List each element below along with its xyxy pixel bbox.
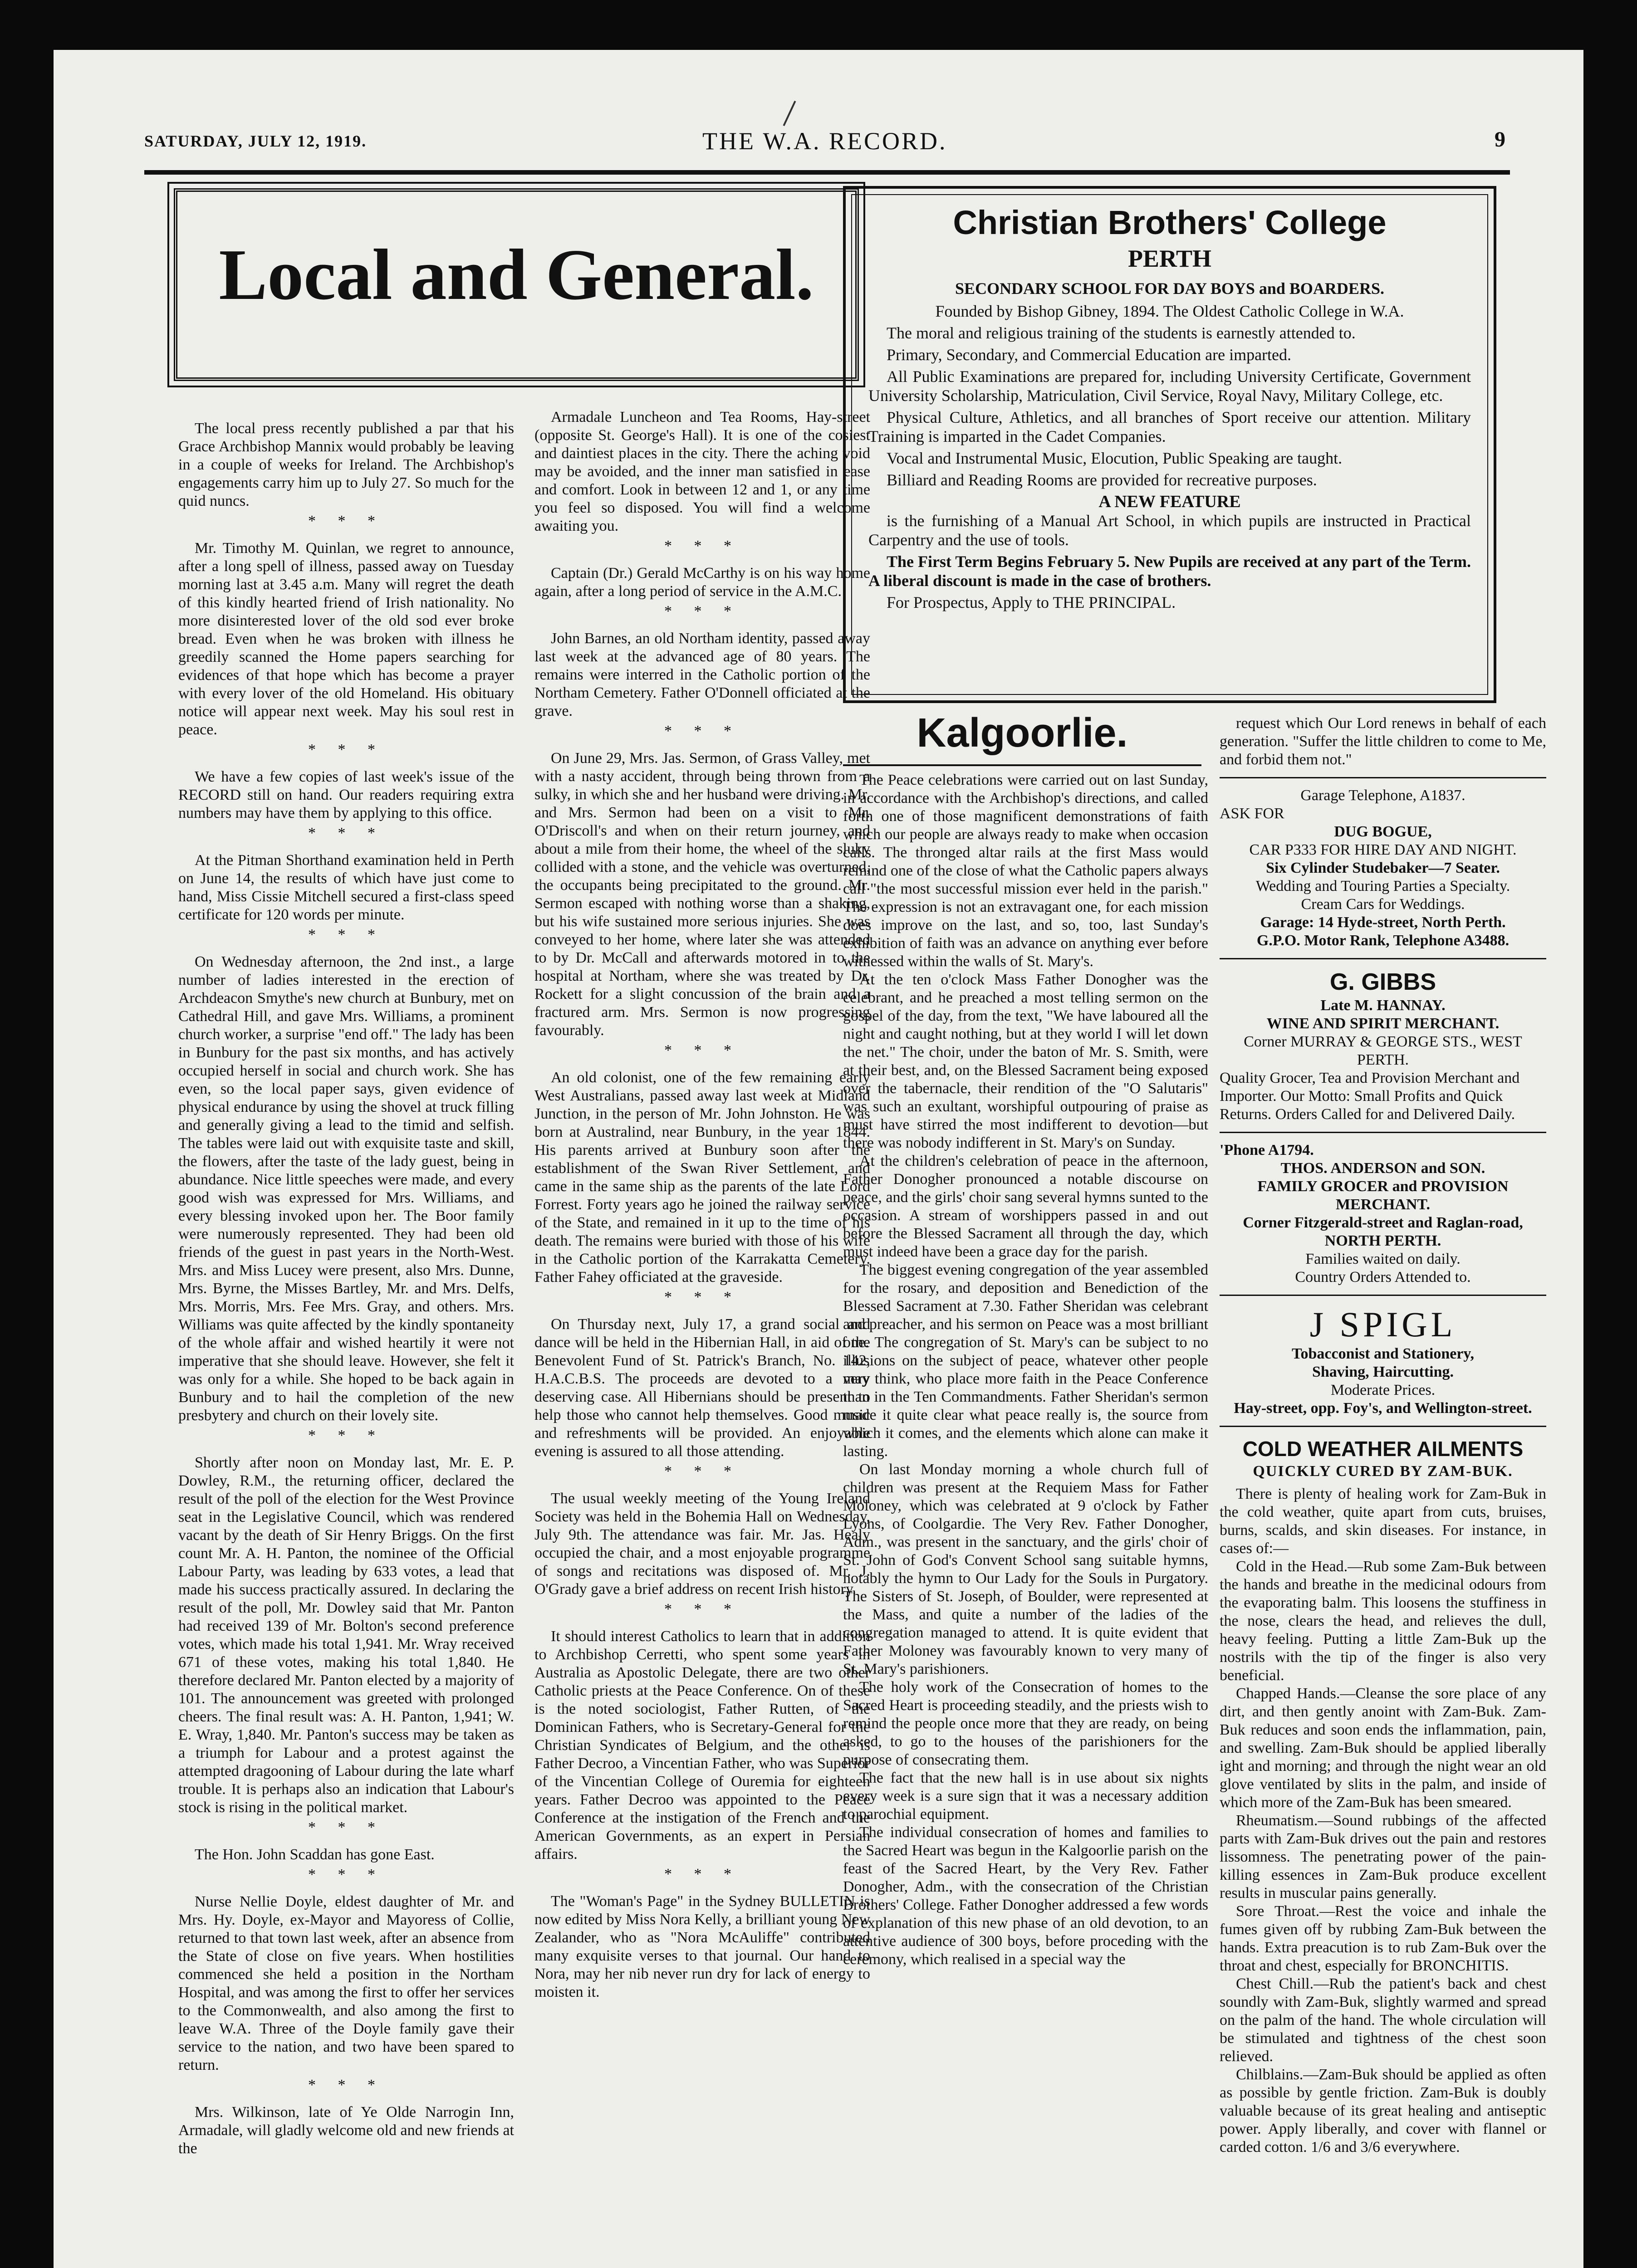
- wedding-line: Wedding and Touring Parties a Specialty.: [1255, 878, 1510, 894]
- cold-weather-title: COLD WEATHER AILMENTS: [1242, 1437, 1524, 1461]
- dug-bogue-advertisement: [1220, 787, 1546, 950]
- separator-stars: * * *: [308, 926, 384, 943]
- article-paragraph: The Peace celebrations were carried out on last Sunday, in accordance with the Archbishop's directions, and called forth one of those magnificent demonstrations of faith which our people are always ready to make when occasion calls. The thronged altar rails at the first Mass would remind one of the close of what the Catholic papers always call "the most successful mission ever held in the parish." The expression is not an extravagant one, for each mission does improve on the last, and so, too, last Sunday's exhibition of faith was an advance on anything ever before witnessed within the walls of St. Mary's.: [843, 772, 1208, 970]
- anderson-phone: 'Phone A1794.: [1220, 1142, 1314, 1158]
- anderson-name: THOS. ANDERSON and SON.: [1280, 1160, 1485, 1177]
- article-paragraph: On June 29, Mrs. Jas. Sermon, of Grass Valley, met with a nasty accident, through being thrown from a sulky, in which she and her husband were driving. Mr. and Mrs. Sermon had been on a visit to Mr. O'Driscoll's and when on their return journey, and about a mile from their home, the wheel of the sluky collided with a stone, and the vehicle was overturned, the occupants being precipitated to the ground. Mr. Sermon escaped with nothing worse than a shaking, but his wife sustained more serious injuries. She was conveyed to her home, where later she was attended to by Dr. McCall and afterwards motored in to the hospital at Northam, where she was treated by Dr. Rockett for a slight concussion of the brain and a fractured arm. Mrs. Sermon is now progressing favourably.: [534, 750, 870, 1039]
- article-paragraph: The holy work of the Consecration of homes to the Sacred Heart is proceeding steadily, and the priests wish to remind the people once more that they are ready, on being asked, to go to the houses of the parishioners for the purpose of consecrating them.: [843, 1679, 1208, 1768]
- article-paragraph: The fact that the new hall is in use about six nights every week is a sure sign that it was a necessary addition to parochial equipment.: [843, 1769, 1208, 1823]
- article-paragraph: Armadale Luncheon and Tea Rooms, Hay-street (opposite St. George's Hall). It is one of the cosiest and daintiest places in the city. There the aching void may be avoided, and the inner man satisfied in ease and comfort. Look in between 12 and 1, or any time you feel so disposed. You will find a welcome awaiting you.: [534, 409, 870, 534]
- anderson-corner: Corner Fitzgerald-street and Raglan-road, NORTH PERTH.: [1243, 1214, 1523, 1249]
- article-paragraph: An old colonist, one of the few remaining early West Australians, passed away last week at Midland Junction, in the person of Mr. John Johnston. He was born at Australind, near Bunbury, in the year 1844. His parents arrived at Bunbury soon after the establishment of the Swan River Settlement, and came in the same ship as the parents of the late Lord Forrest. Forty years ago he joined the railway service of the State, and remained in it up to the time of his death. The remains were buried with those of his wife in the Catholic portion of the Karrakatta Cemetery. Father Fahey officiated at the graveside.: [534, 1069, 870, 1286]
- article-paragraph: The biggest evening congregation of the year assembled for the rosary, and deposition and Benediction of the Blessed Sacrament at 7.30. Father Sheridan was celebrant and preacher, and his sermon on Peace was a most brilliant one. The congregation of St. Mary's can be subject to no illusions on the subject of peace, whatever other people may think, who place more faith in the Peace Conference than in the Ten Commandments. Father Sheridan's sermon made it quite clear what peace really is, the source from which it comes, and the elements which alone can make it lasting.: [843, 1261, 1208, 1460]
- ad-rule: [1220, 777, 1546, 778]
- spigl-advertisement: [1220, 1304, 1546, 1418]
- page-number: 9: [1495, 127, 1505, 152]
- separator-stars: * * *: [664, 1463, 740, 1480]
- car-hire: CAR P333 FOR HIRE DAY AND NIGHT.: [1249, 841, 1517, 858]
- ad-rule: [1220, 1132, 1546, 1133]
- separator-stars: * * *: [664, 723, 740, 739]
- college-paragraph: Vocal and Instrumental Music, Elocution, Public Speaking are taught.: [887, 449, 1343, 467]
- article-paragraph: John Barnes, an old Northam identity, passed away last week at the advanced age of 80 years. The remains were interred in the Catholic portion of the Northam Cemetery. Father O'Donnell officiated at the grave.: [534, 630, 870, 719]
- separator-stars: * * *: [308, 1427, 384, 1444]
- spigl-prices: Moderate Prices.: [1330, 1382, 1436, 1398]
- article-paragraph: The "Woman's Page" in the Sydney BULLETIN is now edited by Miss Nora Kelly, a brilliant young New Zealander, who as "Nora McAuliffe" contributed many exquisite verses to that journal. Our hand to Nora, may her nib never run dry for lack of energy to moisten it.: [534, 1893, 870, 2000]
- issue-date: SATURDAY, JULY 12, 1919.: [144, 132, 367, 150]
- separator-stars: * * *: [308, 513, 384, 529]
- spigl-shaving: Shaving, Haircutting.: [1312, 1364, 1454, 1380]
- article-paragraph: On last Monday morning a whole church full of children was present at the Requiem Mass for Father Moloney, which was celebrated at 9 o'clock by Father Lyons, of Coolgardie. The Very Rev. Father Donogher, Adm., was present in the sanctuary, and the girls' choir of St. John of God's Convent School sang suitable hymns, notably the hymn to Our Lady for the Souls in Purgatory. The Sisters of St. Joseph, of Boulder, were represented at the Mass, and quite a number of the ladies of the congregation managed to attend. It is quite evident that Father Moloney was favourably known to very many of St. Mary's parishioners.: [843, 1461, 1208, 1677]
- ad-rule: [1220, 1295, 1546, 1296]
- anderson-families: Families waited on daily.: [1305, 1251, 1461, 1267]
- studebaker-line: Six Cylinder Studebaker—7 Seater.: [1266, 860, 1500, 876]
- article-paragraph: Mr. Timothy M. Quinlan, we regret to announce, after a long spell of illness, passed away on Tuesday morning last at 3.45 a.m. Many will regret the death of this kindly hearted friend of Irish nationality. No more disinterested lover of the old sod ever broke bread. Even when he was broken with illness he greedily scanned the Home papers searching for evidences of that hope which has become a prayer with every lover of the old Homeland. His obituary notice will appear next week. May his soul rest in peace.: [178, 540, 514, 738]
- separator-stars: * * *: [308, 1819, 384, 1836]
- separator-stars: * * *: [308, 2077, 384, 2093]
- college-details: [852, 302, 1487, 612]
- anderson-advertisement: [1220, 1141, 1546, 1286]
- article-paragraph: Nurse Nellie Doyle, eldest daughter of Mr. and Mrs. Hy. Doyle, ex-Mayor and Mayoress of Collie, returned to that town last week, after an absence from the State of close on five years. When hostilities commenced she held a position in the Northam Hospital, and was among the first to offer her services to the Commonwealth, and also among the first to leave W.A. Three of the Doyle family gave their service to the nation, and two have been spared to return.: [178, 1893, 514, 2073]
- zam-buk-paragraph: There is plenty of healing work for Zam-Buk in the cold weather, quite apart from cuts, bruises, burns, scalds, and skin diseases. For instance, in cases of:—: [1220, 1486, 1546, 1557]
- spigl-name: J SPIGL: [1309, 1305, 1456, 1344]
- local-general-column-1: [178, 420, 514, 2268]
- christian-brothers-college-advertisement: [843, 186, 1496, 703]
- gibbs-trade: WINE AND SPIRIT MERCHANT.: [1266, 1015, 1500, 1032]
- separator-stars: * * *: [664, 603, 740, 620]
- article-paragraph: It should interest Catholics to learn that in addition to Archbishop Cerretti, who spent some years in Australia as Apostolic Delegate, there are two other Catholic priests at the Peace Conference. On of these is the noted sociologist, Father Rutten, of the Dominican Fathers, who is Secretary-General for the Christian Syndicates of Belgium, and the other is Father Decroo, a Vincentian Father, who was Superior of the Vincentian College of Ouremia for eighteen years. Father Decroo was appointed to the Peace Conference at the instigation of the French and the American Governments, as an expert in Persian affairs.: [534, 1628, 870, 1862]
- term-notice: The First Term Begins February 5. New Pupils are received at any part of the Term. A liberal discount is made in the case of brothers.: [868, 552, 1471, 590]
- gibbs-name: G. GIBBS: [1329, 969, 1436, 995]
- local-general-title: Local and General.: [219, 234, 814, 315]
- spigl-address: Hay-street, opp. Foy's, and Wellington-street.: [1234, 1400, 1532, 1417]
- college-name: Christian Brothers' College: [953, 204, 1387, 241]
- separator-stars: * * *: [664, 538, 740, 554]
- college-paragraph: Primary, Secondary, and Commercial Education are imparted.: [887, 346, 1292, 364]
- college-paragraph: is the furnishing of a Manual Art School, in which pupils are instructed in Practical Carpentry and the use of tools.: [868, 512, 1471, 549]
- local-general-column-2: [534, 408, 870, 2268]
- zam-buk-paragraph: Rheumatism.—Sound rubbings of the affected parts with Zam-Buk drives out the pain and restores lissomness. The penetrating power of the pain-killing essences in Zam-Buk produce excellent results in muscular pains generally.: [1220, 1812, 1546, 1901]
- article-paragraph: The local press recently published a par that his Grace Archbishop Mannix would probably be leaving in a couple of weeks for Ireland. The Archbishop's engagements carry him up to July 27. So much for the quid nuncs.: [178, 420, 514, 509]
- kalgoorlie-column: [843, 771, 1208, 2268]
- garage-telephone: Garage Telephone, A1837.: [1300, 787, 1465, 804]
- zam-buk-paragraph: Sore Throat.—Rest the voice and inhale the fumes given off by rubbing Zam-Buk between the hands. Extra preacution is to rub Zam-Buk over the throat and chest, especially for BRONCHITIS.: [1220, 1903, 1546, 1974]
- anderson-trade: FAMILY GROCER and PROVISION MERCHANT.: [1257, 1178, 1509, 1213]
- anderson-country: Country Orders Attended to.: [1295, 1269, 1471, 1286]
- local-general-heading-box: [174, 188, 859, 381]
- college-paragraph: Physical Culture, Athletics, and all branches of Sport receive our attention. Military Training is imparted in the Cadet Companies.: [868, 408, 1471, 445]
- college-city: PERTH: [1127, 245, 1212, 272]
- college-founded: Founded by Bishop Gibney, 1894. The Oldest Catholic College in W.A.: [935, 302, 1404, 320]
- masthead-title: THE W.A. RECORD.: [702, 127, 947, 155]
- gibbs-corner: Corner MURRAY & GEORGE STS., WEST PERTH.: [1244, 1033, 1522, 1068]
- separator-stars: * * *: [664, 1289, 740, 1305]
- separator-stars: * * *: [664, 1601, 740, 1618]
- zam-buk-paragraph: Cold in the Head.—Rub some Zam-Buk between the hands and breathe in the medicinal odours from the evaporating balm. This loosens the stuffiness in the nose, clears the head, and relieves the dull, heavy feeling. Putting a little Zam-Buk up the nostrils with the tip of the finger is also very beneficial.: [1220, 1558, 1546, 1684]
- article-paragraph: Captain (Dr.) Gerald McCarthy is on his way home again, after a long period of service in the A.M.C.: [534, 565, 870, 600]
- gibbs-advertisement: [1220, 968, 1546, 1124]
- advertisements-column: [1220, 714, 1546, 2268]
- article-paragraph: The individual consecration of homes and families to the Sacred Heart was begun in the Kalgoorlie parish on the feast of the Sacred Heart, by the Very Rev. Father Donogher, Adm., with the consecration of the Christian Brothers' College. Father Donogher addressed a few words of explanation of this new phase of an old devotion, to an attentive audience of 300 boys, before proceding with the ceremony, which realised in a special way the: [843, 1824, 1208, 1968]
- gibbs-late: Late M. HANNAY.: [1320, 997, 1446, 1014]
- zam-buk-paragraph: Chest Chill.—Rub the patient's back and chest soundly with Zam-Buk, slightly warmed and spread on the palm of the hand. The whole circulation will be stimulated and tightness of the chest soon relieved.: [1220, 1975, 1546, 2065]
- article-paragraph: The Hon. John Scaddan has gone East.: [195, 1846, 435, 1863]
- cream-cars-line: Cream Cars for Weddings.: [1301, 896, 1465, 913]
- separator-stars: * * *: [308, 825, 384, 841]
- article-paragraph: At the children's celebration of peace in the afternoon, Father Donogher pronounced a notable discourse on peace, and the girls' choir sang several hymns sunted to the occasion. A stream of worshippers passed in and out before the Blessed Sacrament all through the day, which must indeed have been a grace day for the parish.: [843, 1153, 1208, 1260]
- college-subtitle: SECONDARY SCHOOL FOR DAY BOYS and BOARDERS.: [955, 279, 1384, 298]
- separator-stars: * * *: [664, 1866, 740, 1882]
- article-paragraph: The usual weekly meeting of the Young Ireland Society was held in the Bohemia Hall on Wednesday, July 9th. The attendance was fair. Mr. Jas. Healy occupied the chair, and a most enjoyable programme of songs and recitations was disposed of. Mr. J. O'Grady gave a brief address on recent Irish history.: [534, 1490, 870, 1598]
- ad-rule: [1220, 1426, 1546, 1427]
- ad-inner-border: [851, 194, 1488, 695]
- kalgoorlie-continuation: request which Our Lord renews in behalf of each generation. "Suffer the little children to come to Me, and forbid them not.": [1220, 715, 1546, 768]
- zam-buk-paragraph: Chilblains.—Zam-Buk should be applied as often as possible by gentle friction. Zam-Buk is doubly valuable because of its great healing and antiseptic power. Apply liberally, and cover with flannel or carded cotton. 1/6 and 3/6 everywhere.: [1220, 2066, 1546, 2156]
- new-feature-heading: A NEW FEATURE: [1098, 492, 1241, 511]
- separator-stars: * * *: [664, 1042, 740, 1059]
- article-paragraph: At the Pitman Shorthand examination held in Perth on June 14, the results of which have just come to hand, Miss Cissie Mitchell secured a first-class speed certificate for 120 words per minute.: [178, 852, 514, 923]
- gibbs-details: Quality Grocer, Tea and Provision Merchant and Importer. Our Motto: Small Profits and Quick Returns. Orders Called for and Delivered Daily.: [1220, 1070, 1520, 1123]
- spigl-trade: Tobacconist and Stationery,: [1291, 1345, 1475, 1362]
- college-paragraph: The moral and religious training of the students is earnestly attended to.: [887, 324, 1356, 342]
- article-paragraph: On Thursday next, July 17, a grand social and dance will be held in the Hibernian Hall, in aid of the Benevolent Fund of St. Patrick's Branch, No. 142, H.A.C.B.S. The proceeds are devoted to a very deserving case. All Hibernians should be present to help those who cannot help themselves. Good music and refreshments will be provided. An enjoyable evening is assured to all those attending.: [534, 1316, 870, 1460]
- dug-bogue-name: DUG BOGUE,: [1334, 823, 1432, 840]
- cold-weather-subtitle: QUICKLY CURED BY ZAM-BUK.: [1253, 1463, 1513, 1480]
- article-paragraph: At the ten o'clock Mass Father Donogher was the celebrant, and he preached a most telling sermon on the gospel of the day, from the text, "We have laboured all the night and caught nothing, but at they world I will let down the net." The choir, under the baton of Mr. S. Smith, were at their best, and, on the Blessed Sacrament being exposed over the tabernacle, their rendition of the "O Salutaris" was such an exultant, worshipful outpouring of praise as must have stirred the most indifferent to devotion—but there was nobody indifferent in St. Mary's on Sunday.: [843, 971, 1208, 1151]
- garage-address: Garage: 14 Hyde-street, North Perth.: [1260, 914, 1506, 931]
- separator-stars: * * *: [308, 1866, 384, 1883]
- article-paragraph: On Wednesday afternoon, the 2nd inst., a large number of ladies interested in the erection of Archdeacon Smythe's new church at Bunbury, met on Cathedral Hill, and gave Mrs. Williams, a prominent church worker, a surprise "end off." The lady has been in Bunbury for the past six months, and has actively occupied herself in social and church work. She has even, so the local paper says, given evidence of physical endurance by using the shovel at truck filling and generally giving a lead to the timid and selfish. The tables were laid out with exquisite taste and skill, the flowers, after the taste of the lady guest, being in abundance. Nice little speeches were made, and every good wish was expressed for Mrs. Williams, and every blessing invoked upon her. The Boor family were numerously represented. They had been old friends of the guest in past years in the North-West. Mrs. and Miss Lucey were present, also Mrs. Dunne, Mrs. Byrne, the Misses Bartley, Mr. and Mrs. Delfs, Mrs. Morris, Mrs. Fee Mrs. Gray, and others. Mrs. Williams was quite affected by the kindly spontaneity of the whole affair and wished heartily it were not imperative that she should leave. However, she felt it was only for a while. She hoped to be back again in Bunbury and to hail the completion of the new presbytery and church on their lovely site.: [178, 953, 514, 1424]
- zam-buk-paragraph: Chapped Hands.—Cleanse the sore place of any dirt, and then gently anoint with Zam-Buk. Zam-Buk reduces and soon ends the inflammation, pain, and swelling. Zam-Buk should be applied liberally ight and morning; and through the night wear an old glove ventilated by slits in the palm, and inside of which more of the Zam-Buk has been smeared.: [1220, 1685, 1546, 1811]
- article-paragraph: Mrs. Wilkinson, late of Ye Olde Narrogin Inn, Armadale, will gladly welcome old and new friends at the: [178, 2104, 514, 2157]
- kalgoorlie-heading: Kalgoorlie.: [843, 710, 1201, 766]
- newspaper-page: [54, 50, 1583, 2268]
- prospectus-line: For Prospectus, Apply to THE PRINCIPAL.: [887, 593, 1176, 611]
- college-paragraph: All Public Examinations are prepared for, including University Certificate, Government University Scholarship, Matriculation, Civil Service, Royal Navy, Military College, etc.: [868, 367, 1471, 405]
- separator-stars: * * *: [308, 741, 384, 758]
- page-header: [144, 118, 1505, 159]
- header-rule: [144, 170, 1510, 175]
- ask-for: ASK FOR: [1220, 805, 1284, 822]
- article-paragraph: We have a few copies of last week's issue of the RECORD still on hand. Our readers requiring extra numbers may have them by applying to this office.: [178, 768, 514, 821]
- gpo-motor-rank: G.P.O. Motor Rank, Telephone A3488.: [1256, 932, 1510, 949]
- ad-rule: [1220, 958, 1546, 959]
- college-paragraph: Billiard and Reading Rooms are provided for recreative purposes.: [887, 471, 1317, 489]
- article-paragraph: Shortly after noon on Monday last, Mr. E. P. Dowley, R.M., the returning officer, declared the result of the poll of the election for the West Province seat in the Legislative Council, which was rendered vacant by the death of Sir Henry Briggs. On the first count Mr. A. H. Panton, the nominee of the Official Labour Party, was leading by 633 votes, a lead that made his success practically assured. In declaring the result of the poll, Mr. Dowley said that Mr. Panton had received 139 of Mr. Bolton's second preference votes, which made his total 1,941. Mr. Wray received 671 of these votes, making his total 1,840. He therefore declared Mr. Panton elected by a majority of 101. The announcement was greeted with prolonged cheers. The final result was: A. H. Panton, 1,941; W. E. Wray, 1,840. Mr. Panton's success may be taken as a triumph for Labour and a protest against the attempted dragooning of Labour during the late wharf trouble. It is perhaps also an indication that Labour's stock is rising in the political market.: [178, 1454, 514, 1816]
